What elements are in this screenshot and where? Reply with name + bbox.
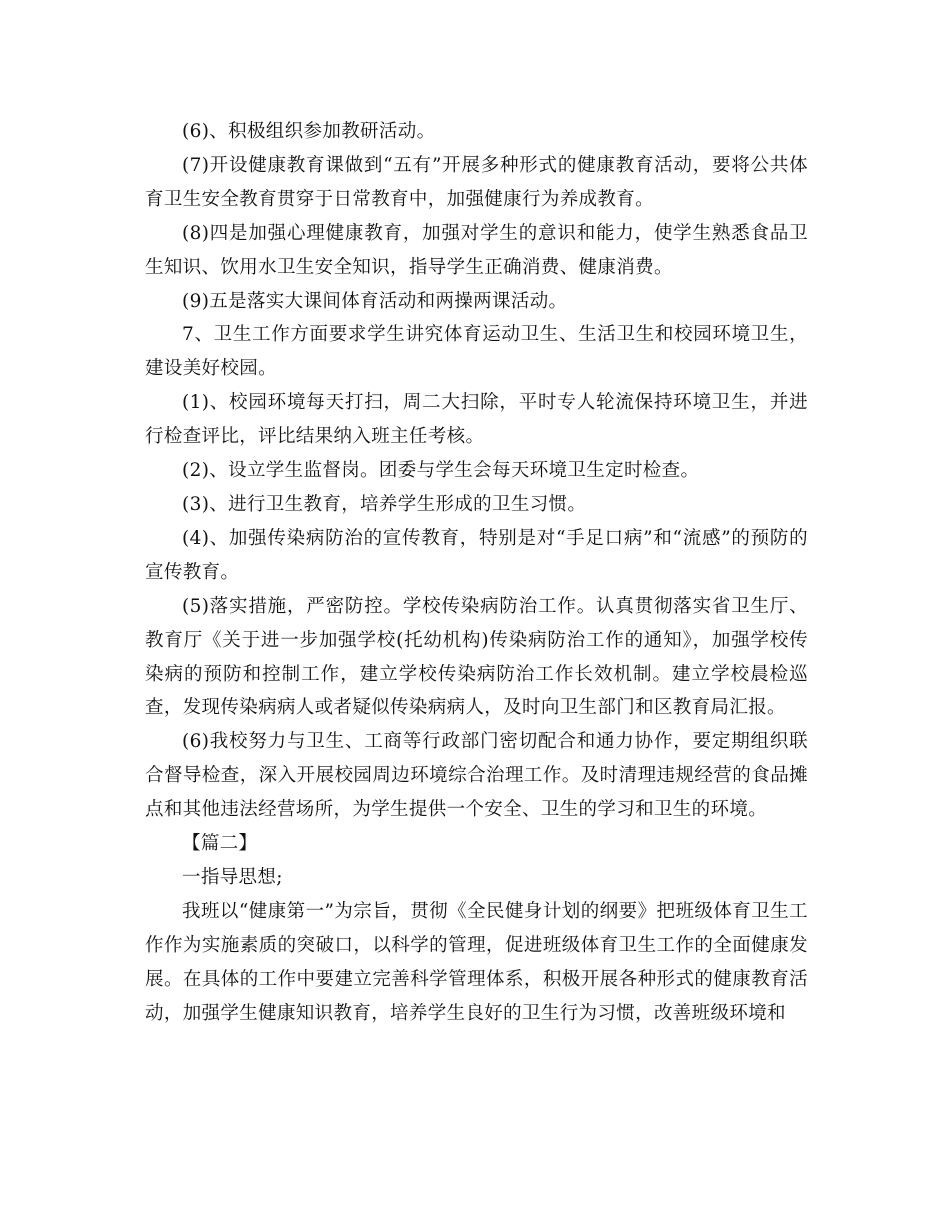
paragraph-11: (6)我校努力与卫生、工商等行政部门密切配合和通力协作，要定期组织联合督导检查，深入开展校园周边环境综合治理工作。及时清理违规经营的食品摊点和其他违法经营场所，为学生提供一个安全、卫生的学习和卫生的环境。 (145, 731, 808, 821)
paragraph-14: 我班以“健康第一”为宗旨，贯彻《全民健身计划的纲要》把班级体育卫生工作作为实施素质的突破口，以科学的管理，促进班级体育卫生工作的全面健康发展。在具体的工作中要建立完善科学管理体系，积极开展各种形式的健康教育活动，加强学生健康知识教育，培养学生良好的卫生行为习惯，改善班级环境和 (145, 900, 808, 1024)
section-heading: 【篇二】 (182, 833, 258, 855)
paragraph-4: (9)五是落实大课间体育活动和两操两课活动。 (182, 290, 568, 312)
paragraph-8: (3)、进行卫生教育，培养学生形成的卫生习惯。 (182, 493, 587, 515)
paragraph-9: (4)、加强传染病防治的宣传教育，特别是对“手足口病”和“流感”的预防的宣传教育。 (145, 527, 808, 583)
document-body (145, 115, 808, 1030)
paragraph-1: (6)、积极组织参加教研活动。 (182, 121, 436, 142)
paragraph-2: (7)开设健康教育课做到“五有”开展多种形式的健康教育活动，要将公共体育卫生安全教育贯穿于日常教育中，加强健康行为养成教育。 (145, 154, 808, 210)
paragraph-6: (1)、校园环境每天打扫，周二大扫除，平时专人轮流保持环境卫生，并进行检查评比，评比结果纳入班主任考核。 (145, 392, 808, 448)
paragraph-5: 7、卫生工作方面要求学生讲究体育运动卫生、生活卫生和校园环境卫生，建设美好校园。 (145, 324, 808, 380)
paragraph-13: 一指导思想; (182, 866, 283, 888)
paragraph-3: (8)四是加强心理健康教育，加强对学生的意识和能力，使学生熟悉食品卫生知识、饮用水卫生安全知识，指导学生正确消费、健康消费。 (145, 222, 808, 278)
paragraph-7: (2)、设立学生监督岗。团委与学生会每天环境卫生定时检查。 (182, 460, 700, 482)
paragraph-10: (5)落实措施，严密防控。学校传染病防治工作。认真贯彻落实省卫生厅、教育厅《关于进一步加强学校(托幼机构)传染病防治工作的通知》，加强学校传染病的预防和控制工作，建立学校传染病防治工作长效机制。建立学校晨检巡查，发现传染病病人或者疑似传染病病人，及时向卫生部门和区教育局汇报。 (145, 595, 808, 719)
